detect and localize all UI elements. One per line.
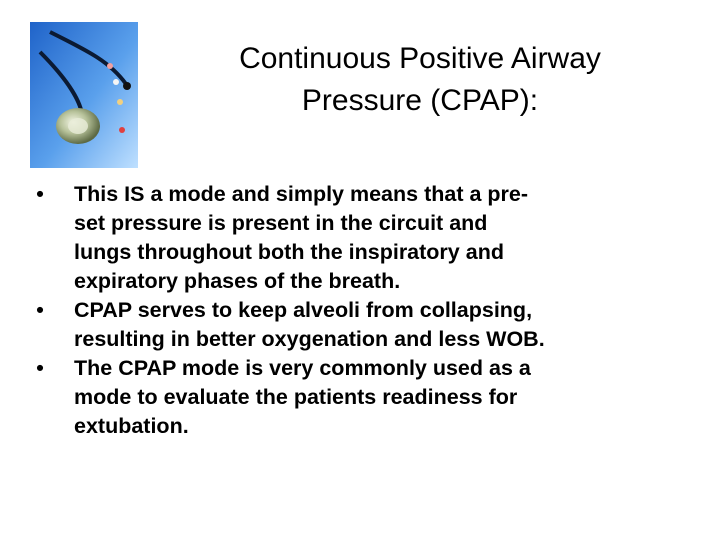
bullet-item — [30, 354, 700, 441]
bullet-glyph: • — [36, 298, 44, 322]
bullet-item — [30, 296, 700, 354]
bullet-glyph: • — [36, 182, 44, 206]
title-line-2: Pressure (CPAP): — [301, 84, 539, 117]
slide-title — [150, 38, 690, 122]
bullet-line: This IS a mode and simply means that a pre- — [74, 182, 529, 206]
bullet-line: expiratory phases of the breath. — [74, 269, 401, 293]
bullet-line: extubation. — [74, 414, 189, 438]
bullet-line: lungs throughout both the inspiratory and — [74, 240, 504, 264]
bullet-line: The CPAP mode is very commonly used as a — [74, 356, 531, 380]
stethoscope-icon — [30, 22, 138, 168]
bullet-line: CPAP serves to keep alveoli from collapsing, — [74, 298, 533, 322]
bullet-line: resulting in better oxygenation and less WOB. — [74, 327, 545, 351]
bullet-line: set pressure is present in the circuit and — [74, 211, 488, 235]
bullet-list — [30, 180, 700, 441]
title-line-1: Continuous Positive Airway — [239, 42, 601, 75]
bullet-item — [30, 180, 700, 296]
bullet-line: mode to evaluate the patients readiness for — [74, 385, 518, 409]
bullet-glyph: • — [36, 356, 44, 380]
